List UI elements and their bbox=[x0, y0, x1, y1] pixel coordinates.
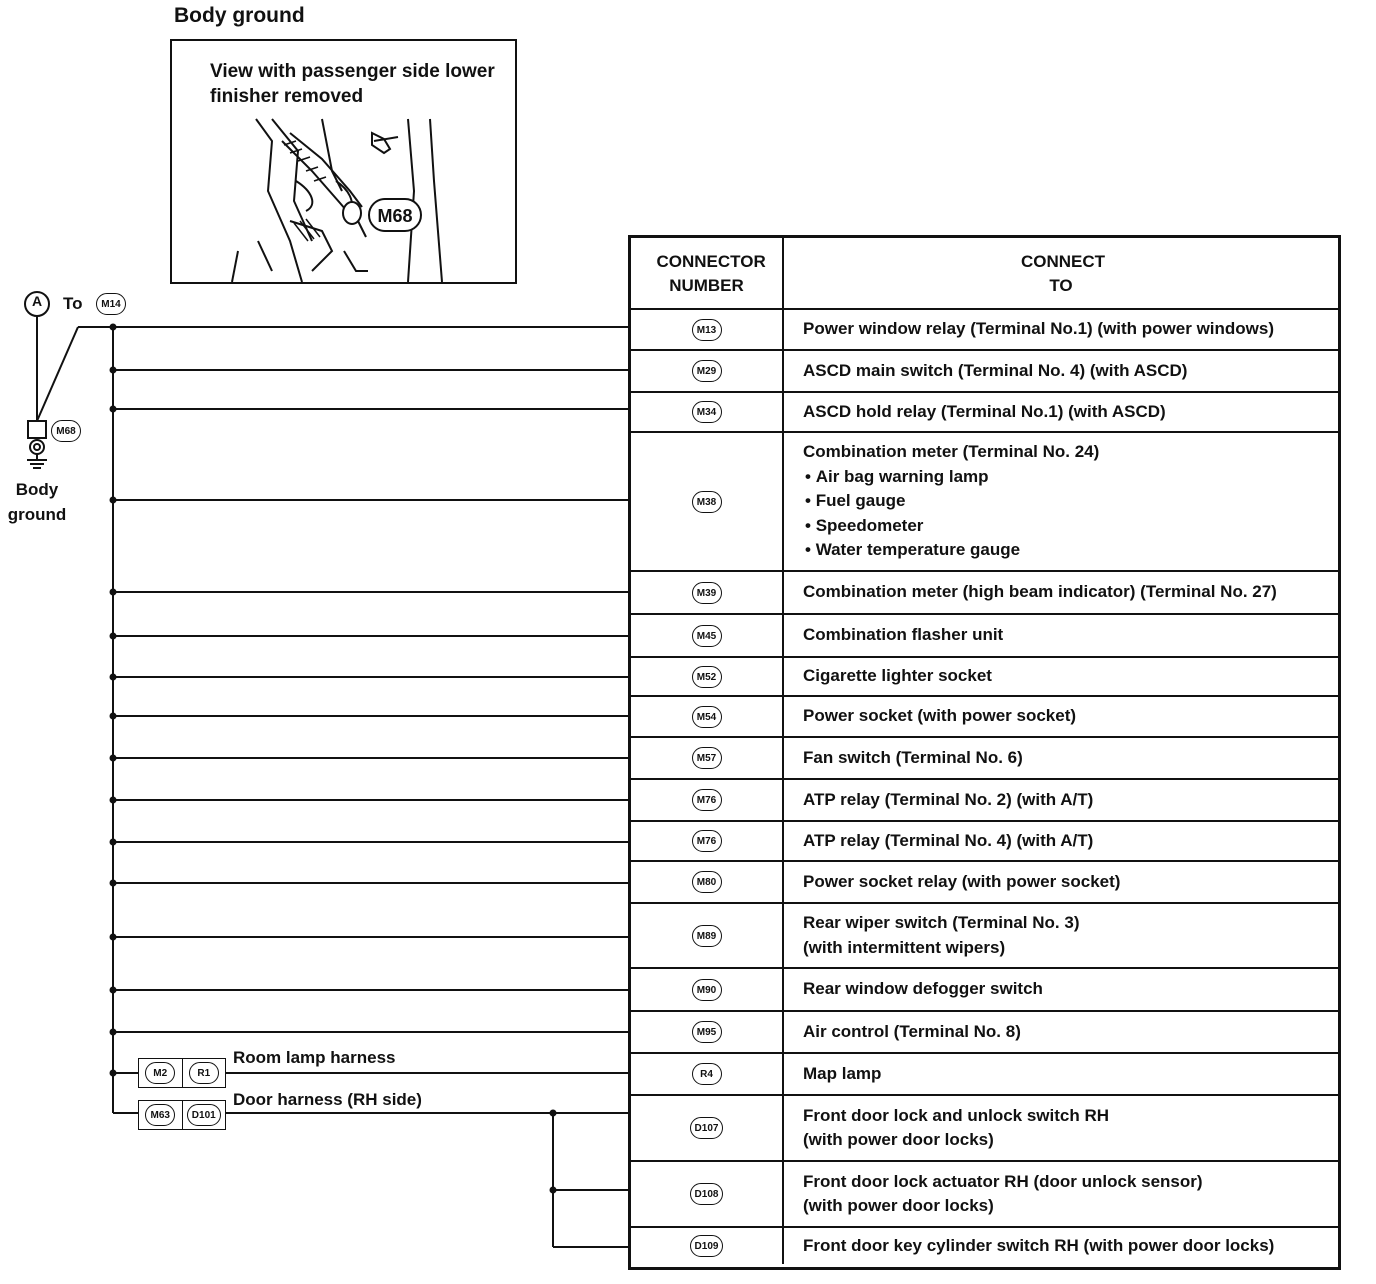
connector-number-cell bbox=[631, 822, 784, 860]
connect-to-bullet: • Water temperature gauge bbox=[803, 538, 1332, 563]
body-ground-label: Body ground bbox=[7, 480, 67, 524]
connect-to-cell bbox=[803, 1096, 1332, 1160]
connect-to-cell bbox=[803, 904, 1332, 967]
table-row bbox=[631, 391, 1338, 431]
connect-to-cell bbox=[803, 310, 1332, 349]
connector-badge: D108 bbox=[690, 1183, 724, 1205]
connect-to-cell bbox=[803, 393, 1332, 431]
connect-to-line: Power socket relay (with power socket) bbox=[803, 871, 1121, 891]
connector-badge: M57 bbox=[692, 747, 722, 769]
connect-to-line: Power window relay (Terminal No.1) (with power windows) bbox=[803, 319, 1275, 339]
connector-badge: M76 bbox=[692, 789, 722, 811]
connect-to-line: Combination flasher unit bbox=[803, 625, 1004, 645]
connector-badge: M34 bbox=[692, 401, 722, 423]
connector-number-cell bbox=[631, 310, 784, 349]
connect-to-line: Rear wiper switch (Terminal No. 3) bbox=[803, 913, 1080, 932]
table-row bbox=[631, 349, 1338, 391]
splice-dot bbox=[110, 987, 117, 994]
connect-to-cell bbox=[803, 433, 1332, 570]
connector-number-cell bbox=[631, 658, 784, 695]
connect-to-line: ATP relay (Terminal No. 2) (with A/T) bbox=[803, 789, 1094, 809]
splice-dot bbox=[110, 367, 117, 374]
splice-dot bbox=[110, 497, 117, 504]
connect-to-cell bbox=[803, 1012, 1332, 1052]
connect-to-bullet: • Speedometer bbox=[803, 514, 1332, 539]
connector-badge: R4 bbox=[692, 1063, 722, 1085]
connect-to-cell bbox=[803, 822, 1332, 860]
connect-to-cell bbox=[803, 738, 1332, 778]
dashboard-illustration-icon bbox=[172, 41, 515, 282]
connect-to-cell bbox=[803, 351, 1332, 391]
table-row bbox=[631, 431, 1338, 570]
connector-badge: M80 bbox=[692, 871, 722, 893]
connector-badge: M52 bbox=[692, 666, 722, 688]
header-connect-to-text: CONNECT TO bbox=[1021, 252, 1106, 295]
connector-number-cell bbox=[631, 1012, 784, 1052]
connect-to-cell bbox=[803, 969, 1332, 1010]
table-row bbox=[631, 736, 1338, 778]
splice-dot bbox=[110, 934, 117, 941]
connector-number-cell bbox=[631, 697, 784, 736]
connector-badge: M29 bbox=[692, 360, 722, 382]
view-caption: View with passenger side lower finisher removed bbox=[210, 61, 495, 107]
connect-to-line: Rear window defogger switch bbox=[803, 979, 1043, 999]
connector-badge: D107 bbox=[690, 1117, 724, 1139]
header-connector-number bbox=[631, 238, 784, 310]
connector-number-cell bbox=[631, 572, 784, 613]
connector-number-cell bbox=[631, 351, 784, 391]
connector-badge: M54 bbox=[692, 706, 722, 728]
m68-callout bbox=[369, 199, 421, 231]
ground-point-marker: A bbox=[31, 293, 43, 309]
room-lamp-connector-pair bbox=[138, 1058, 226, 1088]
connector-r1: R1 bbox=[189, 1062, 219, 1084]
connector-number-cell bbox=[631, 1228, 784, 1264]
connector-badge: M90 bbox=[692, 979, 722, 1001]
connector-number-cell bbox=[631, 862, 784, 902]
connect-to-line: Front door lock actuator RH (door unlock sensor) bbox=[803, 1171, 1203, 1191]
table-row bbox=[631, 778, 1338, 820]
connect-to-line: Combination meter (Terminal No. 24) bbox=[803, 442, 1100, 462]
connect-to-cell bbox=[803, 1162, 1332, 1226]
connect-to-cell bbox=[803, 615, 1332, 656]
splice-dot bbox=[550, 1187, 557, 1194]
connect-to-line: (with intermittent wipers) bbox=[803, 937, 1006, 957]
connector-m2: M2 bbox=[145, 1062, 175, 1084]
connector-badge: M45 bbox=[692, 625, 722, 647]
splice-dot bbox=[110, 633, 117, 640]
connector-badge: M13 bbox=[692, 319, 722, 341]
connect-to-line: Fan switch (Terminal No. 6) bbox=[803, 747, 1023, 767]
connector-number-cell bbox=[631, 1096, 784, 1160]
table-row bbox=[631, 1052, 1338, 1094]
table-row bbox=[631, 967, 1338, 1010]
connect-to-line: Front door key cylinder switch RH (with power door locks) bbox=[803, 1235, 1275, 1255]
header-connector-number-text: CONNECTOR NUMBER bbox=[656, 252, 766, 295]
connect-to-bullet: • Fuel gauge bbox=[803, 489, 1332, 514]
connector-number-cell bbox=[631, 969, 784, 1010]
to-connector-badge: M14 bbox=[96, 293, 126, 315]
connector-table bbox=[628, 235, 1341, 1270]
splice-dot bbox=[110, 880, 117, 887]
splice-dot bbox=[110, 839, 117, 846]
connect-to-cell bbox=[803, 1054, 1332, 1094]
table-row bbox=[631, 902, 1338, 967]
connect-to-line: ASCD hold relay (Terminal No.1) (with ASCD) bbox=[803, 401, 1166, 421]
connect-to-line: Air control (Terminal No. 8) bbox=[803, 1021, 1021, 1041]
splice-dot bbox=[110, 1029, 117, 1036]
view-illustration bbox=[170, 39, 517, 284]
table-row bbox=[631, 570, 1338, 613]
table-row bbox=[631, 820, 1338, 860]
table-row bbox=[631, 695, 1338, 736]
connect-to-line: Combination meter (high beam indicator) (Terminal No. 27) bbox=[803, 582, 1277, 602]
page-title: Body ground bbox=[174, 4, 305, 27]
connector-d101: D101 bbox=[187, 1104, 221, 1126]
connect-to-line: ATP relay (Terminal No. 4) (with A/T) bbox=[803, 830, 1094, 850]
connector-number-cell bbox=[631, 393, 784, 431]
splice-dot bbox=[110, 755, 117, 762]
connect-to-line: Cigarette lighter socket bbox=[803, 666, 992, 686]
table-row bbox=[631, 656, 1338, 695]
connector-badge: M39 bbox=[692, 582, 722, 604]
connect-to-line: (with power door locks) bbox=[803, 1196, 994, 1215]
ground-connector-badge: M68 bbox=[51, 420, 81, 442]
door-harness-label: Door harness (RH side) bbox=[233, 1090, 422, 1109]
splice-dot bbox=[110, 797, 117, 804]
connector-m63: M63 bbox=[145, 1104, 175, 1126]
connect-to-line: Power socket (with power socket) bbox=[803, 706, 1077, 726]
table-row bbox=[631, 308, 1338, 349]
connector-badge: M95 bbox=[692, 1021, 722, 1043]
room-lamp-harness-label: Room lamp harness bbox=[233, 1048, 396, 1067]
table-row bbox=[631, 1094, 1338, 1160]
connector-number-cell bbox=[631, 904, 784, 967]
connector-number-cell bbox=[631, 738, 784, 778]
connector-badge: D109 bbox=[690, 1235, 724, 1257]
connector-badge: M89 bbox=[692, 925, 722, 947]
splice-dot bbox=[110, 406, 117, 413]
connect-to-cell bbox=[803, 780, 1332, 820]
splice-dot bbox=[110, 674, 117, 681]
connect-to-cell bbox=[803, 572, 1332, 613]
connector-number-cell bbox=[631, 1162, 784, 1226]
header-connect-to bbox=[784, 238, 1338, 310]
connect-to-bullet: • Air bag warning lamp bbox=[803, 465, 1332, 490]
connector-badge: M38 bbox=[692, 491, 722, 513]
table-row bbox=[631, 1226, 1338, 1264]
connector-number-cell bbox=[631, 1054, 784, 1094]
door-harness-connector-pair bbox=[138, 1100, 226, 1130]
table-row bbox=[631, 1010, 1338, 1052]
connect-to-line: (with power door locks) bbox=[803, 1130, 994, 1149]
splice-dot bbox=[110, 1070, 117, 1077]
connect-to-cell bbox=[803, 1228, 1332, 1264]
connector-badge: M76 bbox=[692, 830, 722, 852]
connector-number-cell bbox=[631, 780, 784, 820]
view-callout-label: M68 bbox=[377, 206, 413, 226]
to-label: To bbox=[63, 294, 83, 313]
connect-to-cell bbox=[803, 658, 1332, 695]
connect-to-line: Map lamp bbox=[803, 1063, 882, 1083]
connect-to-line: ASCD main switch (Terminal No. 4) (with ASCD) bbox=[803, 360, 1188, 380]
connect-to-cell bbox=[803, 862, 1332, 902]
connector-number-cell bbox=[631, 615, 784, 656]
connect-to-cell bbox=[803, 697, 1332, 736]
splice-dot bbox=[110, 713, 117, 720]
table-row bbox=[631, 613, 1338, 656]
table-row bbox=[631, 1160, 1338, 1226]
connect-to-line: Front door lock and unlock switch RH bbox=[803, 1105, 1110, 1125]
table-row bbox=[631, 860, 1338, 902]
splice-dot bbox=[550, 1110, 557, 1117]
splice-dot bbox=[110, 589, 117, 596]
connector-number-cell bbox=[631, 433, 784, 570]
